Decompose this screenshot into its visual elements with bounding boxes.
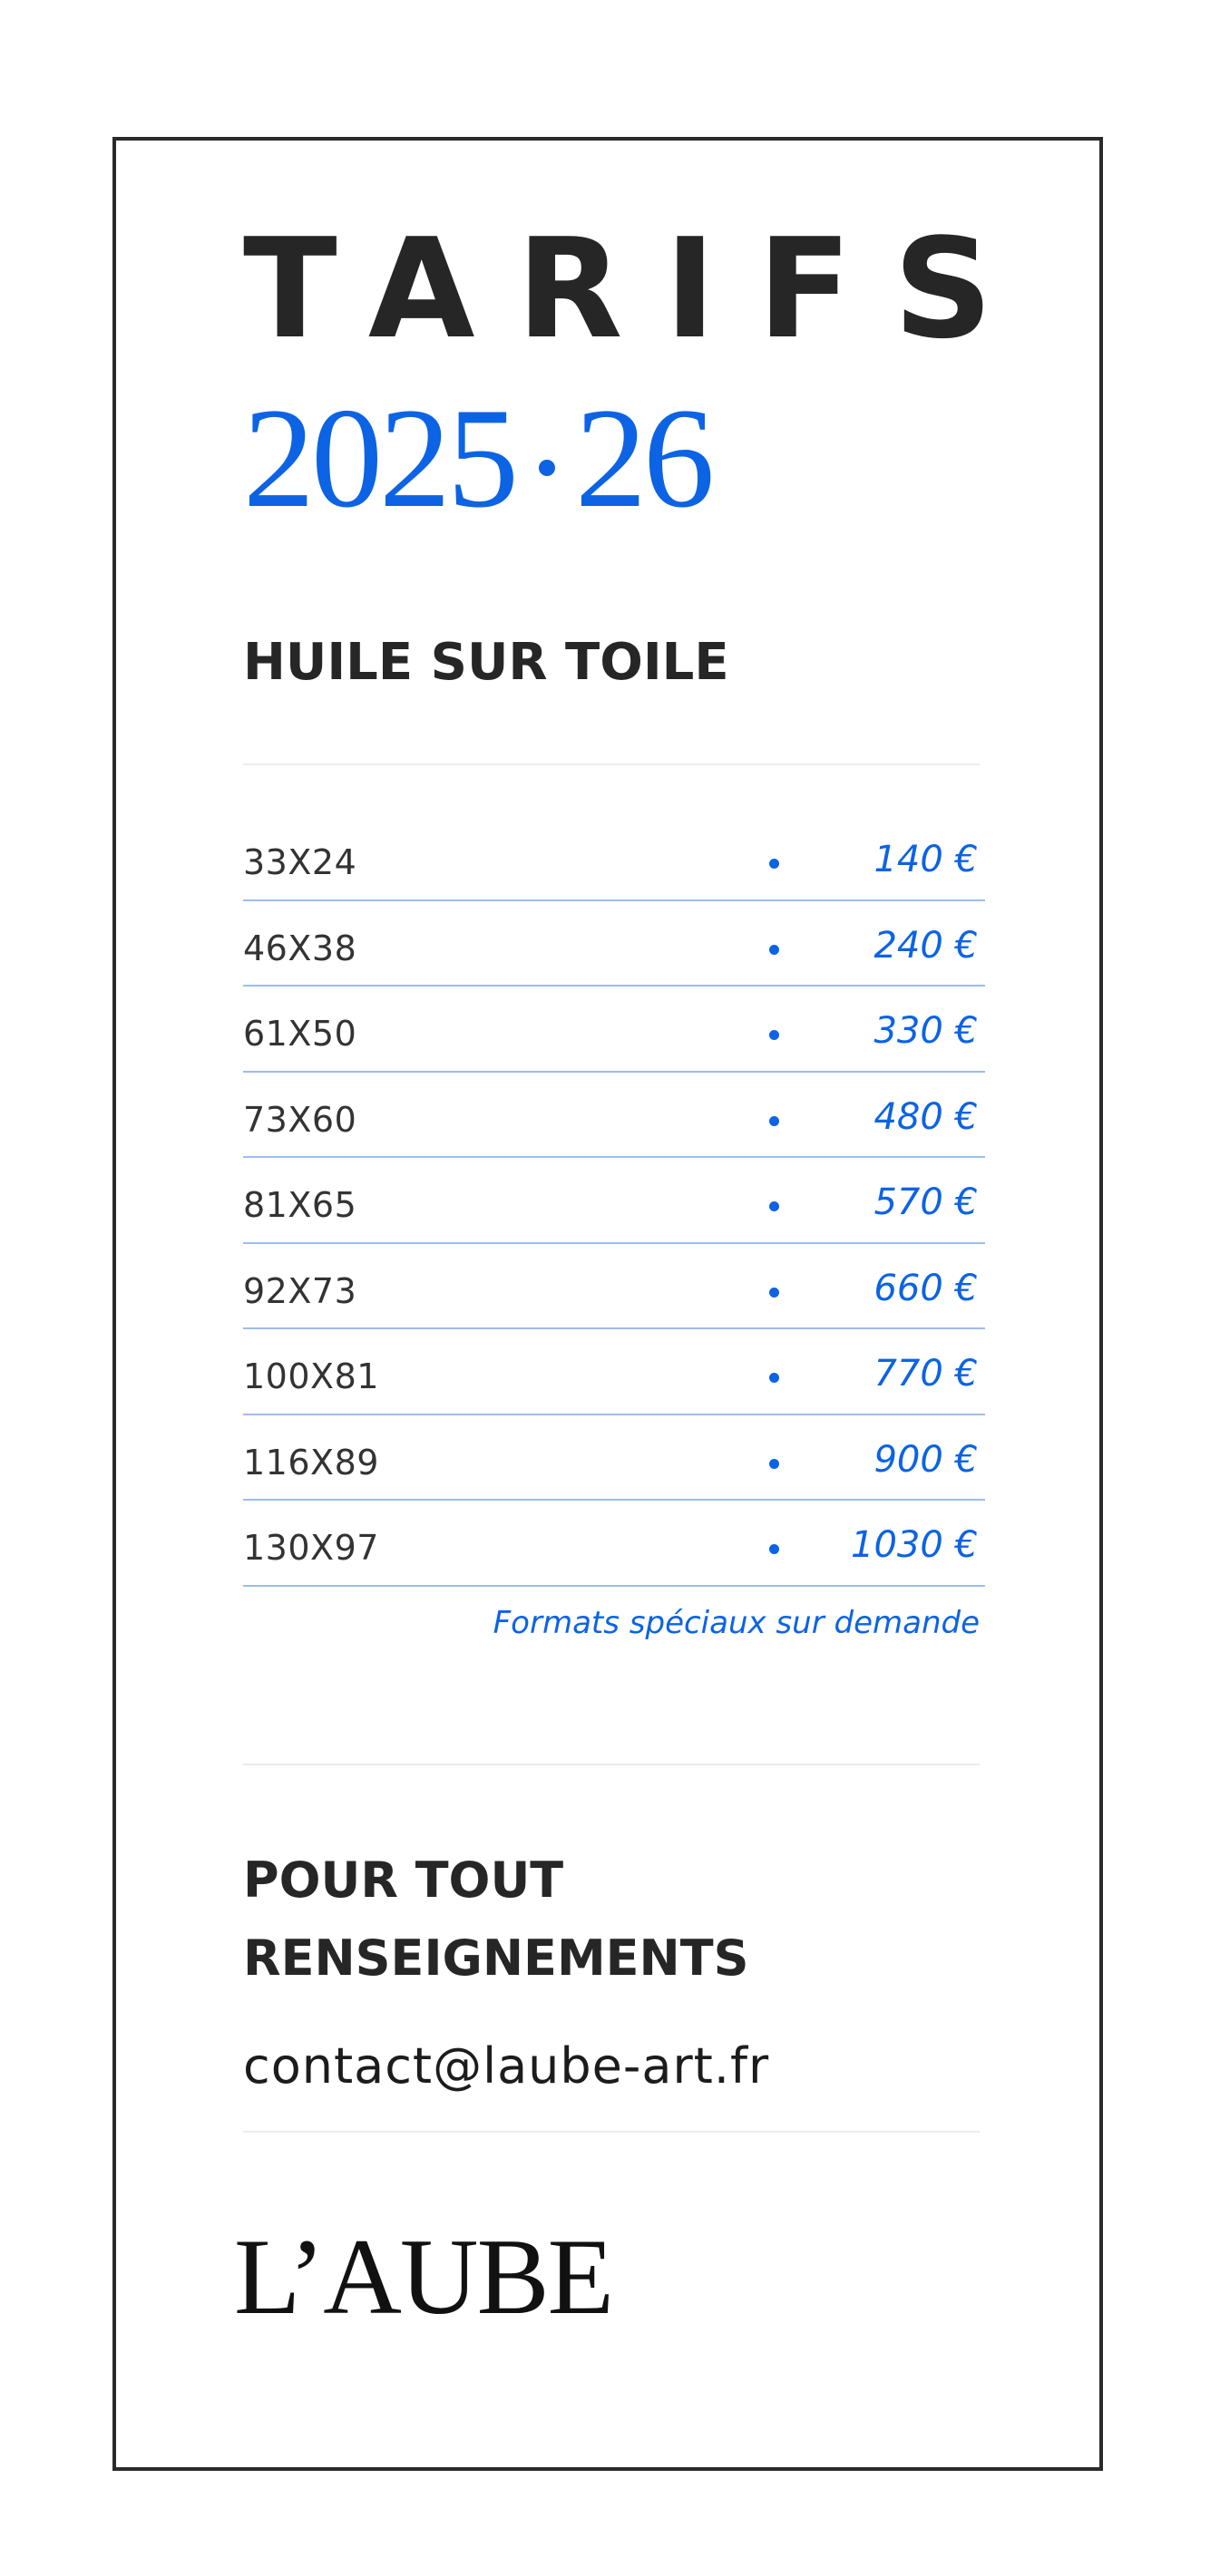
price-value: 330 € <box>874 1010 978 1052</box>
canvas-size: 92X73 <box>243 1270 357 1311</box>
contact-heading <box>243 1842 748 1998</box>
price-value: 240 € <box>874 924 978 967</box>
canvas-size: 46X38 <box>243 928 357 968</box>
section-divider-top <box>243 763 980 765</box>
bullet-dot <box>769 1201 779 1211</box>
price-value: 480 € <box>874 1095 978 1138</box>
bullet-dot <box>769 1116 779 1126</box>
price-value: 900 € <box>874 1438 978 1481</box>
contact-email: contact@laube-art.fr <box>243 2037 770 2095</box>
price-value: 1030 € <box>851 1524 978 1566</box>
year-end: 26 <box>575 379 711 538</box>
bullet-dot <box>769 1373 779 1383</box>
price-row <box>243 1246 985 1330</box>
year-separator-dot <box>539 460 555 476</box>
canvas-size: 73X60 <box>243 1099 357 1140</box>
bullet-dot <box>769 859 779 869</box>
price-row <box>243 903 985 987</box>
contact-heading-line-1: POUR TOUT <box>243 1852 564 1909</box>
section-divider-middle <box>243 1764 980 1765</box>
section-title: HUILE SUR TOILE <box>243 633 729 692</box>
brand-logo: L’AUBE <box>234 2216 612 2337</box>
price-row <box>243 1331 985 1415</box>
bullet-dot <box>769 945 779 955</box>
bullet-dot <box>769 1288 779 1298</box>
canvas-size: 130X97 <box>243 1528 379 1568</box>
bullet-dot <box>769 1030 779 1040</box>
canvas-size: 33X24 <box>243 842 357 882</box>
bullet-dot <box>769 1459 779 1469</box>
price-list <box>243 817 985 1589</box>
price-row <box>243 988 985 1073</box>
price-row <box>243 1160 985 1244</box>
price-value: 140 € <box>874 839 978 880</box>
page-title: TARIFS <box>243 209 1035 369</box>
price-row <box>243 1502 985 1587</box>
contact-heading-line-2: RENSEIGNEMENTS <box>243 1930 749 1987</box>
price-row <box>243 817 985 901</box>
year-start: 2025 <box>243 379 515 538</box>
canvas-size: 100X81 <box>243 1356 379 1396</box>
price-card <box>112 137 1103 2471</box>
price-row <box>243 1074 985 1159</box>
section-divider-bottom <box>243 2131 980 2133</box>
canvas-size: 81X65 <box>243 1185 357 1225</box>
canvas-size: 116X89 <box>243 1442 379 1482</box>
special-formats-note: Formats spéciaux sur demande <box>493 1605 980 1641</box>
canvas-size: 61X50 <box>243 1014 357 1054</box>
season-year <box>243 379 711 538</box>
price-value: 660 € <box>874 1267 978 1309</box>
price-value: 770 € <box>874 1353 978 1395</box>
bullet-dot <box>769 1544 779 1554</box>
price-value: 570 € <box>874 1181 978 1223</box>
price-row <box>243 1417 985 1502</box>
